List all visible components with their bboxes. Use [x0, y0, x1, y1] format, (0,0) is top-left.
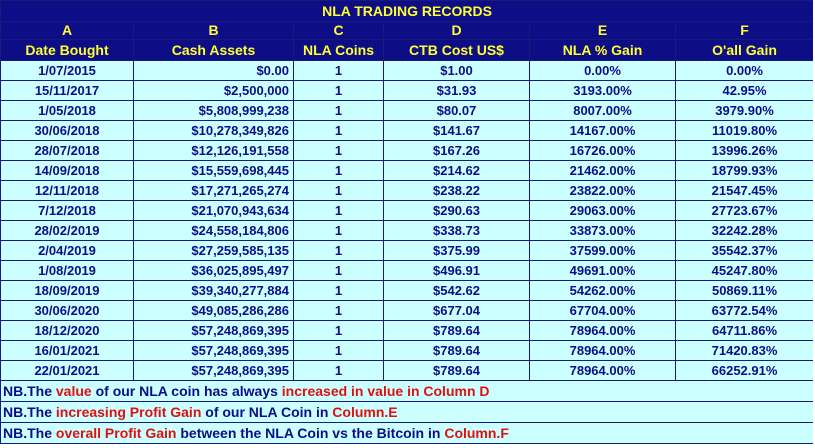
cash-assets-cell[interactable]: $27,259,585,135 — [134, 241, 294, 261]
note-highlight-text: Column.E — [332, 403, 398, 420]
nla-gain-cell[interactable]: 33873.00% — [530, 221, 676, 241]
note-text: NB.The — [3, 382, 56, 399]
date-bought-cell[interactable]: 14/09/2018 — [1, 161, 134, 181]
header-nla-coins: NLA Coins — [294, 40, 384, 61]
overall-gain-cell[interactable]: 13996.26% — [676, 141, 814, 161]
overall-gain-cell[interactable]: 71420.83% — [676, 341, 814, 361]
note-row — [1, 423, 814, 444]
table-row — [1, 301, 814, 321]
nla-coins-cell[interactable]: 1 — [294, 221, 384, 241]
date-bought-cell[interactable]: 30/06/2020 — [1, 301, 134, 321]
table-row — [1, 261, 814, 281]
note-text: of our NLA coin has always — [91, 382, 282, 399]
overall-gain-cell[interactable]: 63772.54% — [676, 301, 814, 321]
date-bought-cell[interactable]: 28/02/2019 — [1, 221, 134, 241]
note-highlight-text: value — [55, 382, 92, 399]
cash-assets-cell[interactable]: $10,278,349,826 — [134, 121, 294, 141]
ctb-cost-cell[interactable]: $789.64 — [384, 361, 530, 381]
table-row — [1, 201, 814, 221]
column-letter-f: F — [676, 22, 814, 40]
cash-assets-cell[interactable]: $57,248,869,395 — [134, 341, 294, 361]
table-row — [1, 61, 814, 81]
column-letter-c: C — [294, 22, 384, 40]
ctb-cost-cell[interactable]: $542.62 — [384, 281, 530, 301]
nla-coins-cell[interactable]: 1 — [294, 241, 384, 261]
table-row — [1, 361, 814, 381]
cash-assets-cell[interactable]: $36,025,895,497 — [134, 261, 294, 281]
table-row — [1, 81, 814, 101]
nla-coins-cell[interactable]: 1 — [294, 321, 384, 341]
note-row — [1, 381, 814, 402]
note-highlight-text: Column.F — [444, 424, 509, 441]
overall-gain-cell[interactable]: 50869.11% — [676, 281, 814, 301]
ctb-cost-cell[interactable]: $80.07 — [384, 101, 530, 121]
column-letter-a: A — [1, 22, 134, 40]
cash-assets-cell[interactable]: $24,558,184,806 — [134, 221, 294, 241]
note-cell[interactable] — [1, 381, 814, 402]
note-text: NB.The — [3, 403, 56, 420]
cash-assets-cell[interactable]: $17,271,265,274 — [134, 181, 294, 201]
cash-assets-cell[interactable]: $2,500,000 — [134, 81, 294, 101]
overall-gain-cell[interactable]: 66252.91% — [676, 361, 814, 381]
table-row — [1, 161, 814, 181]
header-nla-gain: NLA % Gain — [530, 40, 676, 61]
cash-assets-cell[interactable]: $21,070,943,634 — [134, 201, 294, 221]
date-bought-cell[interactable]: 2/04/2019 — [1, 241, 134, 261]
table-row — [1, 221, 814, 241]
table-row — [1, 281, 814, 301]
header-overall-gain: O'all Gain — [676, 40, 814, 61]
note-text: between the NLA Coin vs the Bitcoin in — [176, 424, 445, 441]
ctb-cost-cell[interactable]: $789.64 — [384, 341, 530, 361]
header-cash-assets: Cash Assets — [134, 40, 294, 61]
nla-coins-cell[interactable]: 1 — [294, 201, 384, 221]
nla-coins-cell[interactable]: 1 — [294, 181, 384, 201]
note-cell[interactable] — [1, 423, 814, 444]
note-highlight-text: increased in value in Column D — [281, 382, 490, 399]
date-bought-cell[interactable]: 30/06/2018 — [1, 121, 134, 141]
ctb-cost-cell[interactable]: $1.00 — [384, 61, 530, 81]
ctb-cost-cell[interactable]: $141.67 — [384, 121, 530, 141]
date-bought-cell[interactable]: 18/12/2020 — [1, 321, 134, 341]
date-bought-cell[interactable]: 28/07/2018 — [1, 141, 134, 161]
column-letter-d: D — [384, 22, 530, 40]
date-bought-cell[interactable]: 22/01/2021 — [1, 361, 134, 381]
ctb-cost-cell[interactable]: $167.26 — [384, 141, 530, 161]
nla-gain-cell[interactable]: 67704.00% — [530, 301, 676, 321]
nla-gain-cell[interactable]: 78964.00% — [530, 361, 676, 381]
nla-gain-cell[interactable]: 78964.00% — [530, 341, 676, 361]
nla-gain-cell[interactable]: 21462.00% — [530, 161, 676, 181]
header-ctb-cost: CTB Cost US$ — [384, 40, 530, 61]
table-row — [1, 321, 814, 341]
table-row — [1, 121, 814, 141]
note-highlight-text: increasing Profit Gain — [55, 403, 202, 420]
cash-assets-cell[interactable]: $49,085,286,286 — [134, 301, 294, 321]
title-row — [1, 1, 814, 22]
date-bought-cell[interactable]: 1/07/2015 — [1, 61, 134, 81]
nla-coins-cell[interactable]: 1 — [294, 141, 384, 161]
note-cell[interactable] — [1, 402, 814, 423]
date-bought-cell[interactable]: 1/08/2019 — [1, 261, 134, 281]
nla-coins-cell[interactable]: 1 — [294, 101, 384, 121]
nla-coins-cell[interactable]: 1 — [294, 81, 384, 101]
table-title: NLA TRADING RECORDS — [1, 1, 814, 22]
note-highlight-text: overall Profit Gain — [55, 424, 177, 441]
overall-gain-cell[interactable]: 18799.93% — [676, 161, 814, 181]
overall-gain-cell[interactable]: 3979.90% — [676, 101, 814, 121]
table-row — [1, 241, 814, 261]
ctb-cost-cell[interactable]: $375.99 — [384, 241, 530, 261]
nla-gain-cell[interactable]: 0.00% — [530, 61, 676, 81]
cash-assets-cell[interactable]: $15,559,698,445 — [134, 161, 294, 181]
cash-assets-cell[interactable]: $12,126,191,558 — [134, 141, 294, 161]
note-row — [1, 402, 814, 423]
column-letter-e: E — [530, 22, 676, 40]
nla-coins-cell[interactable]: 1 — [294, 61, 384, 81]
ctb-cost-cell[interactable]: $31.93 — [384, 81, 530, 101]
nla-coins-cell[interactable]: 1 — [294, 361, 384, 381]
date-bought-cell[interactable]: 18/09/2019 — [1, 281, 134, 301]
nla-gain-cell[interactable]: 37599.00% — [530, 241, 676, 261]
nla-gain-cell[interactable]: 8007.00% — [530, 101, 676, 121]
overall-gain-cell[interactable]: 11019.80% — [676, 121, 814, 141]
nla-coins-cell[interactable]: 1 — [294, 341, 384, 361]
header-row — [1, 40, 814, 61]
nla-coins-cell[interactable]: 1 — [294, 121, 384, 141]
overall-gain-cell[interactable]: 45247.80% — [676, 261, 814, 281]
table-row — [1, 141, 814, 161]
nla-gain-cell[interactable]: 54262.00% — [530, 281, 676, 301]
overall-gain-cell[interactable]: 21547.45% — [676, 181, 814, 201]
ctb-cost-cell[interactable]: $338.73 — [384, 221, 530, 241]
table-row — [1, 341, 814, 361]
note-text: NB.The — [3, 424, 56, 441]
nla-coins-cell[interactable]: 1 — [294, 281, 384, 301]
nla-gain-cell[interactable]: 3193.00% — [530, 81, 676, 101]
overall-gain-cell[interactable]: 42.95% — [676, 81, 814, 101]
ctb-cost-cell[interactable]: $789.64 — [384, 321, 530, 341]
table-row — [1, 101, 814, 121]
cash-assets-cell[interactable]: $5,808,999,238 — [134, 101, 294, 121]
date-bought-cell[interactable]: 16/01/2021 — [1, 341, 134, 361]
nla-coins-cell[interactable]: 1 — [294, 261, 384, 281]
nla-gain-cell[interactable]: 14167.00% — [530, 121, 676, 141]
column-letter-b: B — [134, 22, 294, 40]
nla-gain-cell[interactable]: 49691.00% — [530, 261, 676, 281]
cash-assets-cell[interactable]: $57,248,869,395 — [134, 321, 294, 341]
overall-gain-cell[interactable]: 32242.28% — [676, 221, 814, 241]
cash-assets-cell[interactable]: $39,340,277,884 — [134, 281, 294, 301]
nla-gain-cell[interactable]: 78964.00% — [530, 321, 676, 341]
ctb-cost-cell[interactable]: $238.22 — [384, 181, 530, 201]
table-row — [1, 181, 814, 201]
ctb-cost-cell[interactable]: $290.63 — [384, 201, 530, 221]
date-bought-cell[interactable]: 7/12/2018 — [1, 201, 134, 221]
header-date-bought: Date Bought — [1, 40, 134, 61]
nla-coins-cell[interactable]: 1 — [294, 301, 384, 321]
ctb-cost-cell[interactable]: $496.91 — [384, 261, 530, 281]
overall-gain-cell[interactable]: 64711.86% — [676, 321, 814, 341]
overall-gain-cell[interactable]: 0.00% — [676, 61, 814, 81]
column-letter-row — [1, 22, 814, 40]
nla-gain-cell[interactable]: 16726.00% — [530, 141, 676, 161]
note-text: of our NLA Coin in — [201, 403, 333, 420]
date-bought-cell[interactable]: 12/11/2018 — [1, 181, 134, 201]
cash-assets-cell[interactable]: $57,248,869,395 — [134, 361, 294, 381]
date-bought-cell[interactable]: 1/05/2018 — [1, 101, 134, 121]
nla-gain-cell[interactable]: 23822.00% — [530, 181, 676, 201]
nla-gain-cell[interactable]: 29063.00% — [530, 201, 676, 221]
nla-coins-cell[interactable]: 1 — [294, 161, 384, 181]
ctb-cost-cell[interactable]: $677.04 — [384, 301, 530, 321]
ctb-cost-cell[interactable]: $214.62 — [384, 161, 530, 181]
overall-gain-cell[interactable]: 27723.67% — [676, 201, 814, 221]
date-bought-cell[interactable]: 15/11/2017 — [1, 81, 134, 101]
overall-gain-cell[interactable]: 35542.37% — [676, 241, 814, 261]
cash-assets-cell[interactable]: $0.00 — [134, 61, 294, 81]
